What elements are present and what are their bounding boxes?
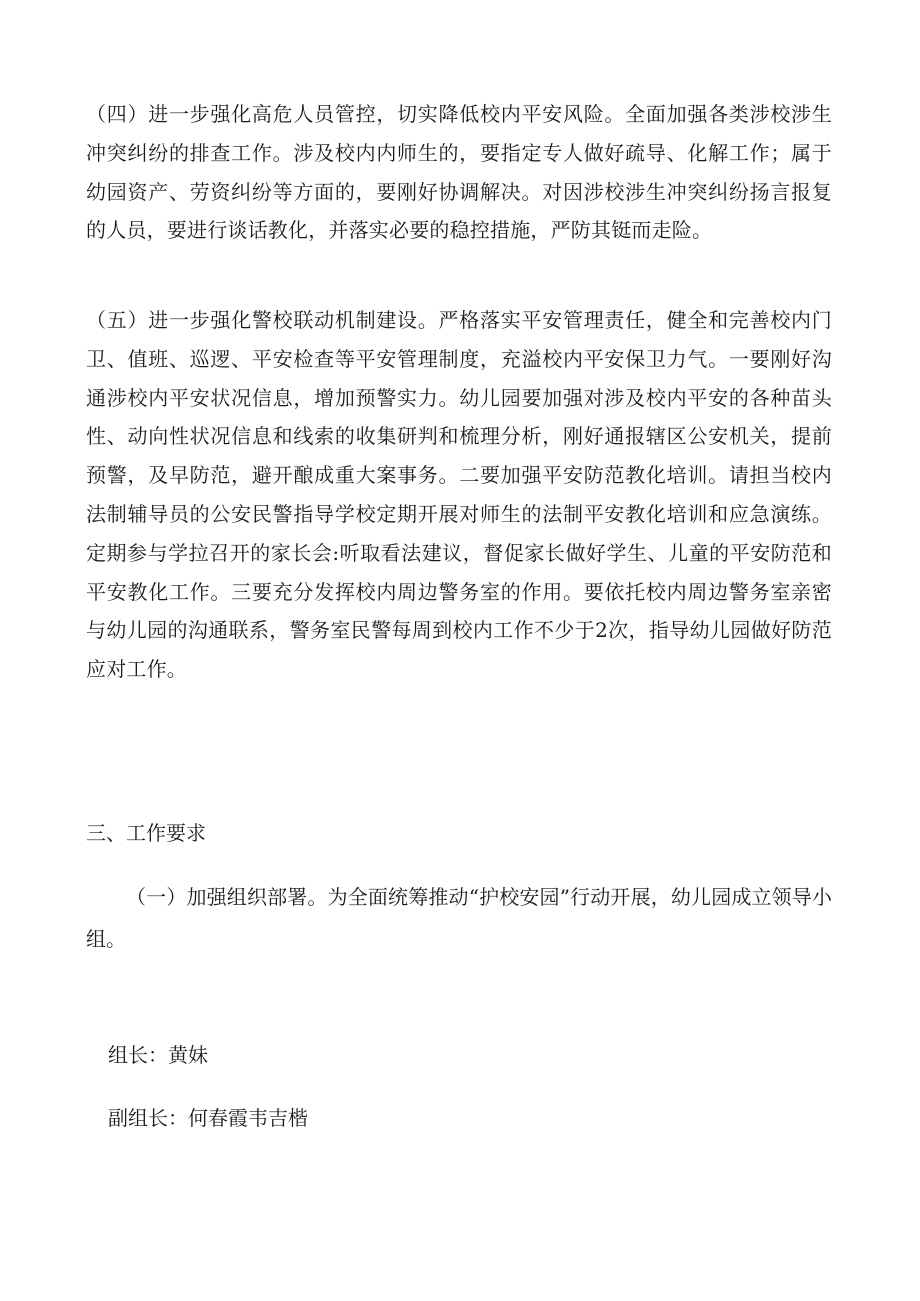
group-leader: 组长：黄妹 xyxy=(108,1043,208,1067)
paragraph-four: （四）进一步强化高危人员管控，切实降低校内平安风险。全面加强各类涉校涉生冲突纠纷的排查工作。涉及校内内师生的，要指定专人做好疏导、化解工作；属于幼园资产、劳资纠纷等方面的，要刚好协调解决。对因涉校涉生冲突纠纷扬言报复的人员，要进行谈话教化，并落实必要的稳控措施，严防其铤而走险。 xyxy=(86,102,832,243)
section-heading-work-requirements: 三、工作要求 xyxy=(86,821,206,845)
requirement-one: （一）加强组织部署。为全面统筹推动“护校安园”行动开展，幼儿园成立领导小组。 xyxy=(86,885,832,951)
paragraph-five: （五）进一步强化警校联动机制建设。严格落实平安管理责任，健全和完善校内门卫、值班、巡逻、平安检查等平安管理制度，充溢校内平安保卫力气。一要刚好沟通涉校内平安状况信息，增加预警实力。幼儿园要加强对涉及校内平安的各种苗头性、动向性状况信息和线索的收集研判和梳理分析，刚好通报辖区公安机关，提前预警，及早防范，避开酿成重大案事务。二要加强平安防范教化培训。请担当校内法制辅导员的公安民警指导学校定期开展对师生的法制平安教化培训和应急演练。定期参与学拉召开的家长会:听取看法建议，督促家长做好学生、儿童的平安防范和平安教化工作。三要充分发挥校内周边警务室的作用。要依托校内周边警务室亲密与幼儿园的沟通联系，警务室民警每周到校内工作不少于2次，指导幼儿园做好防范应对工作。 xyxy=(86,308,832,682)
deputy-group-leader: 副组长：何春霞韦吉楷 xyxy=(108,1106,308,1130)
